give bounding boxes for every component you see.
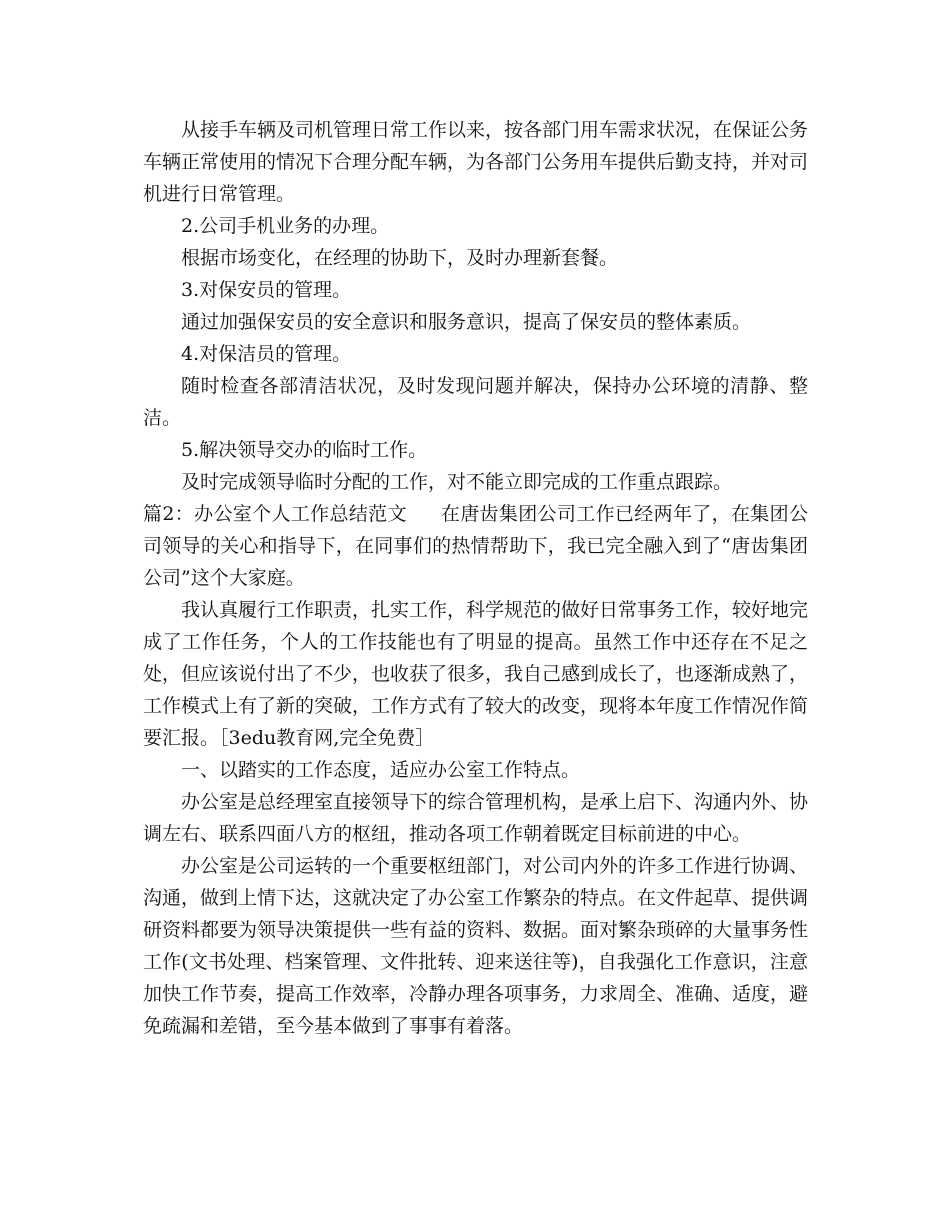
office-duties-paragraph: 办公室是公司运转的一个重要枢纽部门，对公司内外的许多工作进行协调、沟通，做到上情下达，这就决定了办公室工作繁杂的特点。在文件起草、提供调研资料都要为领导决策提供一些有益的资料、数据。面对繁杂琐碎的大量事务性工作(文书处理、档案管理、文件批转、迎来送往等)，自我强化工作意识，注意加快工作节奏，提高工作效率，冷静办理各项事务，力求周全、准确、适度，避免疏漏和差错，至今基本做到了事事有着落。 — [143, 855, 809, 1037]
item-heading-cleaning: 4.对保洁员的管理。 — [181, 343, 352, 365]
article-2-intro-text: 在唐齿集团公司工作已经两年了，在集团公司领导的关心和指导下，在同事们的热情帮助下，我已完全融入到了“唐齿集团公司”这个大家庭。 — [143, 503, 808, 589]
item-heading-phone: 2.公司手机业务的办理。 — [181, 215, 390, 237]
item-text-temporary-work: 及时完成领导临时分配的工作，对不能立即完成的工作重点跟踪。 — [181, 471, 733, 493]
item-text-phone: 根据市场变化，在经理的协助下，及时办理新套餐。 — [181, 247, 619, 269]
item-heading-security: 3.对保安员的管理。 — [181, 279, 352, 301]
work-summary-paragraph: 我认真履行工作职责，扎实工作，科学规范的做好日常事务工作，较好地完成了工作任务，个人的工作技能也有了明显的提高。虽然工作中还存在不足之处，但应该说付出了不少，也收获了很多，我自己感到成长了，也逐渐成熟了，工作模式上有了新的突破，工作方式有了较大的改变，现将本年度工作情况作简要汇报。［3edu教育网,完全免费］ — [143, 599, 809, 749]
item-heading-temporary-work: 5.解决领导交办的临时工作。 — [181, 439, 428, 461]
article-2-intro-paragraph — [143, 498, 808, 594]
vehicle-management-paragraph: 从接手车辆及司机管理日常工作以来，按各部门用车需求状况，在保证公务车辆正常使用的情况下合理分配车辆，为各部门公务用车提供后勤支持，并对司机进行日常管理。 — [143, 119, 809, 205]
office-definition-paragraph: 办公室是总经理室直接领导下的综合管理机构，是承上启下、沟通内外、协调左右、联系四面八方的枢纽，推动各项工作朝着既定目标前进的中心。 — [143, 791, 809, 845]
article-2-title: 篇2：办公室个人工作总结范文 — [143, 503, 407, 525]
item-text-security: 通过加强保安员的安全意识和服务意识，提高了保安员的整体素质。 — [181, 311, 752, 333]
section-heading-work-attitude: 一、以踏实的工作态度，适应办公室工作特点。 — [181, 759, 581, 781]
item-text-cleaning: 随时检查各部清洁状况，及时发现问题并解决，保持办公环境的清静、整洁。 — [143, 375, 808, 429]
document-body — [143, 114, 808, 1042]
